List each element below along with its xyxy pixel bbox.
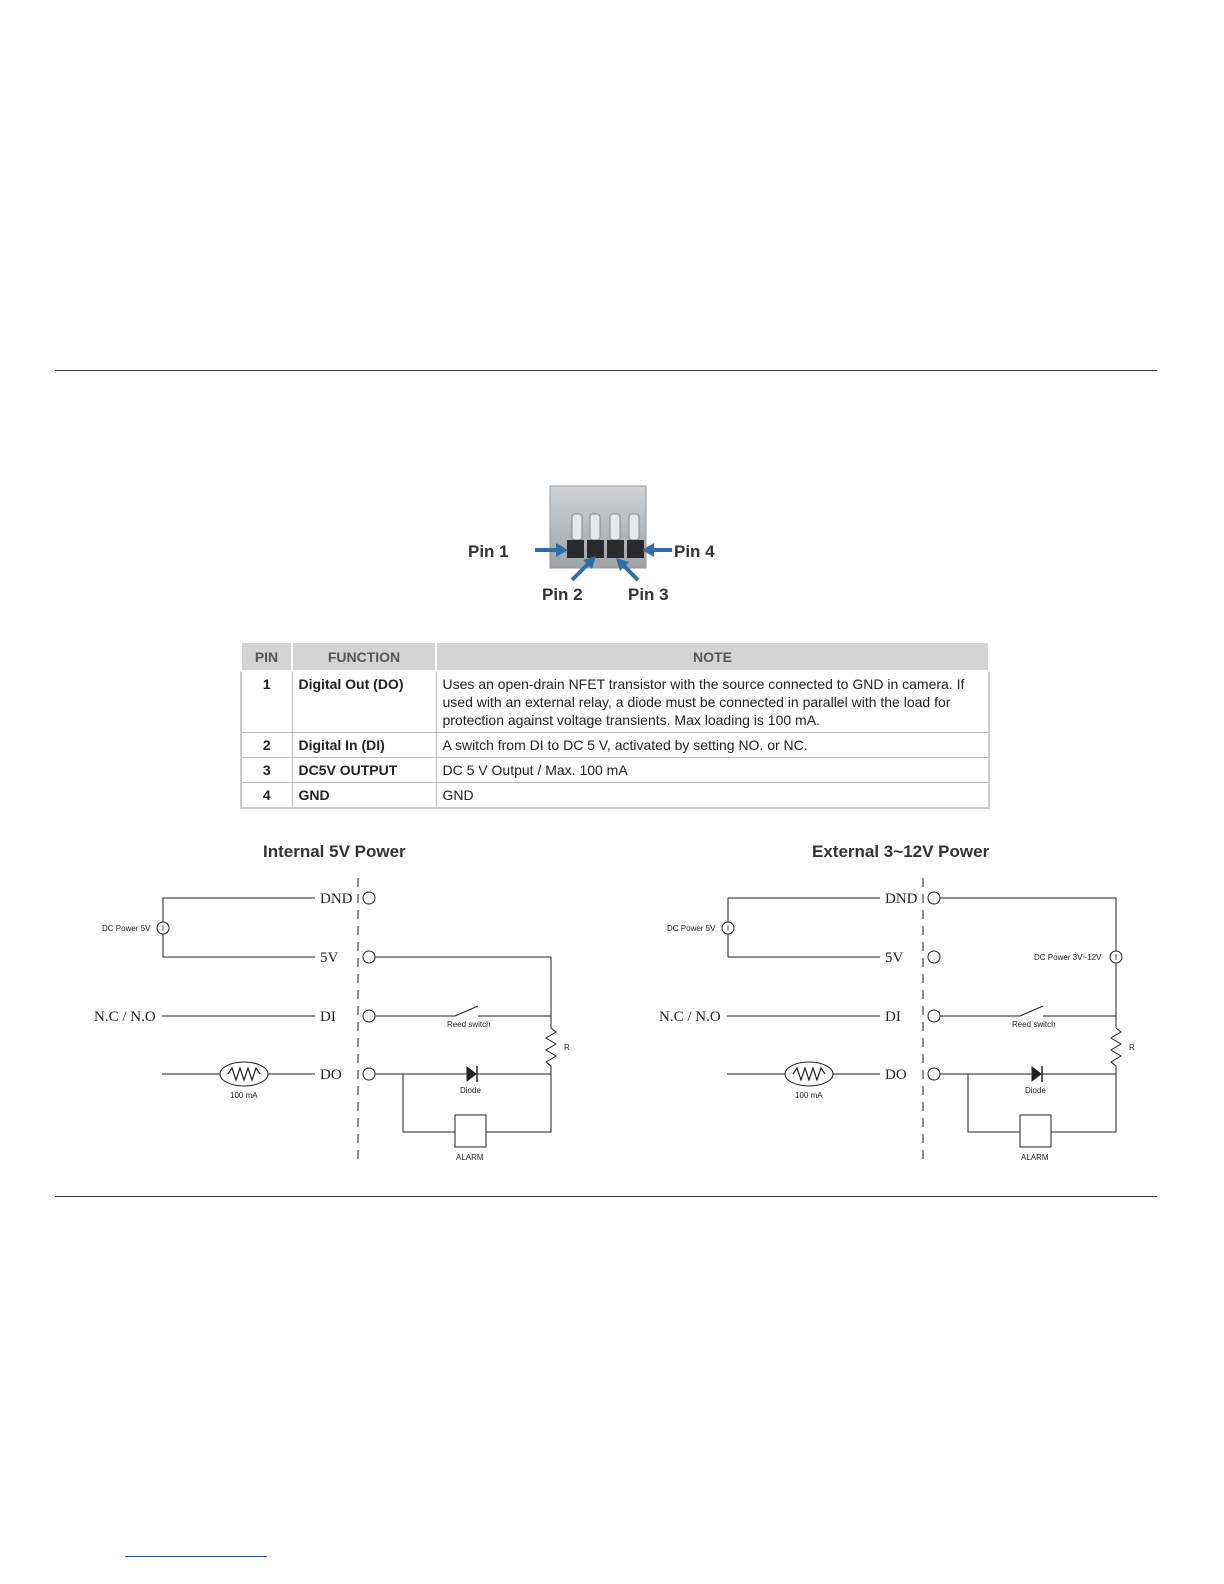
current-limit-icon: [220, 1062, 268, 1086]
external-power-label: DC Power 3V~12V: [1034, 953, 1102, 962]
dnd-label: DND: [320, 891, 353, 907]
pin-note: Uses an open-drain NFET transistor with the source connected to GND in camera. If used with an external relay, a diode must be connected in parallel with the load for protection against voltage transients. Max loading is 100 mA.: [436, 671, 989, 733]
5v-rail-wire: [375, 957, 551, 1028]
pin-function: Digital In (DI): [292, 733, 436, 758]
dnd-label: DND: [885, 891, 918, 907]
pin4-label: Pin 4: [674, 542, 715, 561]
pin-note: DC 5 V Output / Max. 100 mA: [436, 758, 989, 783]
dnd-terminal-icon: [363, 892, 375, 904]
table-row: [241, 671, 989, 733]
header-function: FUNCTION: [292, 642, 436, 671]
reed-switch-label: Reed switch: [1012, 1020, 1056, 1029]
pin-number: 1: [241, 671, 292, 733]
resistor-icon: [1111, 1028, 1121, 1074]
dc-power-wire: [163, 898, 315, 957]
dc-power-label: DC Power 5V: [102, 924, 151, 933]
dnd-rail-wire: [940, 898, 1116, 951]
alarm-wire-right: [1051, 1074, 1116, 1132]
pin-number: 2: [241, 733, 292, 758]
reed-switch-icon: [455, 1006, 478, 1016]
current-label: 100 mA: [795, 1091, 823, 1100]
top-divider: [55, 370, 1157, 371]
internal-circuit-diagram: [80, 870, 580, 1170]
current-limit-icon: [785, 1062, 833, 1086]
diode-label: Diode: [1025, 1086, 1046, 1095]
header-note: NOTE: [436, 642, 989, 671]
ncno-label: N.C / N.O: [659, 1009, 721, 1025]
dc-power-label: DC Power 5V: [667, 924, 716, 933]
di-terminal-icon: [363, 1010, 375, 1022]
resistor-label: R: [1129, 1043, 1135, 1052]
alarm-icon: [1020, 1115, 1051, 1147]
dnd-terminal-icon: [928, 892, 940, 904]
external-circuit-diagram: [645, 870, 1145, 1170]
di-label: DI: [885, 1009, 901, 1025]
pin-function: GND: [292, 783, 436, 809]
pin2-label: Pin 2: [542, 585, 583, 604]
table-row: [241, 733, 989, 758]
5v-label: 5V: [885, 950, 904, 966]
alarm-wire-left: [403, 1074, 455, 1132]
5v-terminal-icon: [928, 951, 940, 963]
di-label: DI: [320, 1009, 336, 1025]
ncno-label: N.C / N.O: [94, 1009, 156, 1025]
resistor-label: R: [564, 1043, 570, 1052]
do-terminal-icon: [363, 1068, 375, 1080]
do-label: DO: [885, 1067, 907, 1083]
footer-link-underline[interactable]: [125, 1556, 267, 1557]
current-label: 100 mA: [230, 1091, 258, 1100]
pin-function-table: [240, 641, 990, 809]
pin-note: GND: [436, 783, 989, 809]
bottom-divider: [55, 1196, 1157, 1197]
alarm-label: ALARM: [1021, 1153, 1049, 1162]
di-terminal-icon: [928, 1010, 940, 1022]
alarm-wire-left: [968, 1074, 1020, 1132]
internal-diagram-title: Internal 5V Power: [263, 842, 406, 861]
external-diagram-title: External 3~12V Power: [812, 842, 990, 861]
diode-label: Diode: [460, 1086, 481, 1095]
5v-label: 5V: [320, 950, 339, 966]
diode-icon: [1032, 1067, 1041, 1081]
connector-image: [440, 480, 760, 615]
do-label: DO: [320, 1067, 342, 1083]
dc-power-wire: [728, 898, 880, 957]
table-row: [241, 758, 989, 783]
reed-switch-label: Reed switch: [447, 1020, 491, 1029]
resistor-icon: [546, 1028, 556, 1074]
diode-icon: [467, 1067, 476, 1081]
reed-switch-icon: [1020, 1006, 1043, 1016]
alarm-icon: [455, 1115, 486, 1147]
table-row: [241, 783, 989, 809]
do-terminal-icon: [928, 1068, 940, 1080]
alarm-wire-right: [486, 1074, 551, 1132]
pin-number: 4: [241, 783, 292, 809]
alarm-label: ALARM: [456, 1153, 484, 1162]
5v-terminal-icon: [363, 951, 375, 963]
connector-figure: [440, 480, 760, 615]
pin-note: A switch from DI to DC 5 V, activated by setting NO. or NC.: [436, 733, 989, 758]
header-pin: PIN: [241, 642, 292, 671]
pin1-label: Pin 1: [468, 542, 509, 561]
pin-function: Digital Out (DO): [292, 671, 436, 733]
pin-function: DC5V OUTPUT: [292, 758, 436, 783]
pin3-label: Pin 3: [628, 585, 669, 604]
pin-number: 3: [241, 758, 292, 783]
table-header-row: [241, 642, 989, 671]
